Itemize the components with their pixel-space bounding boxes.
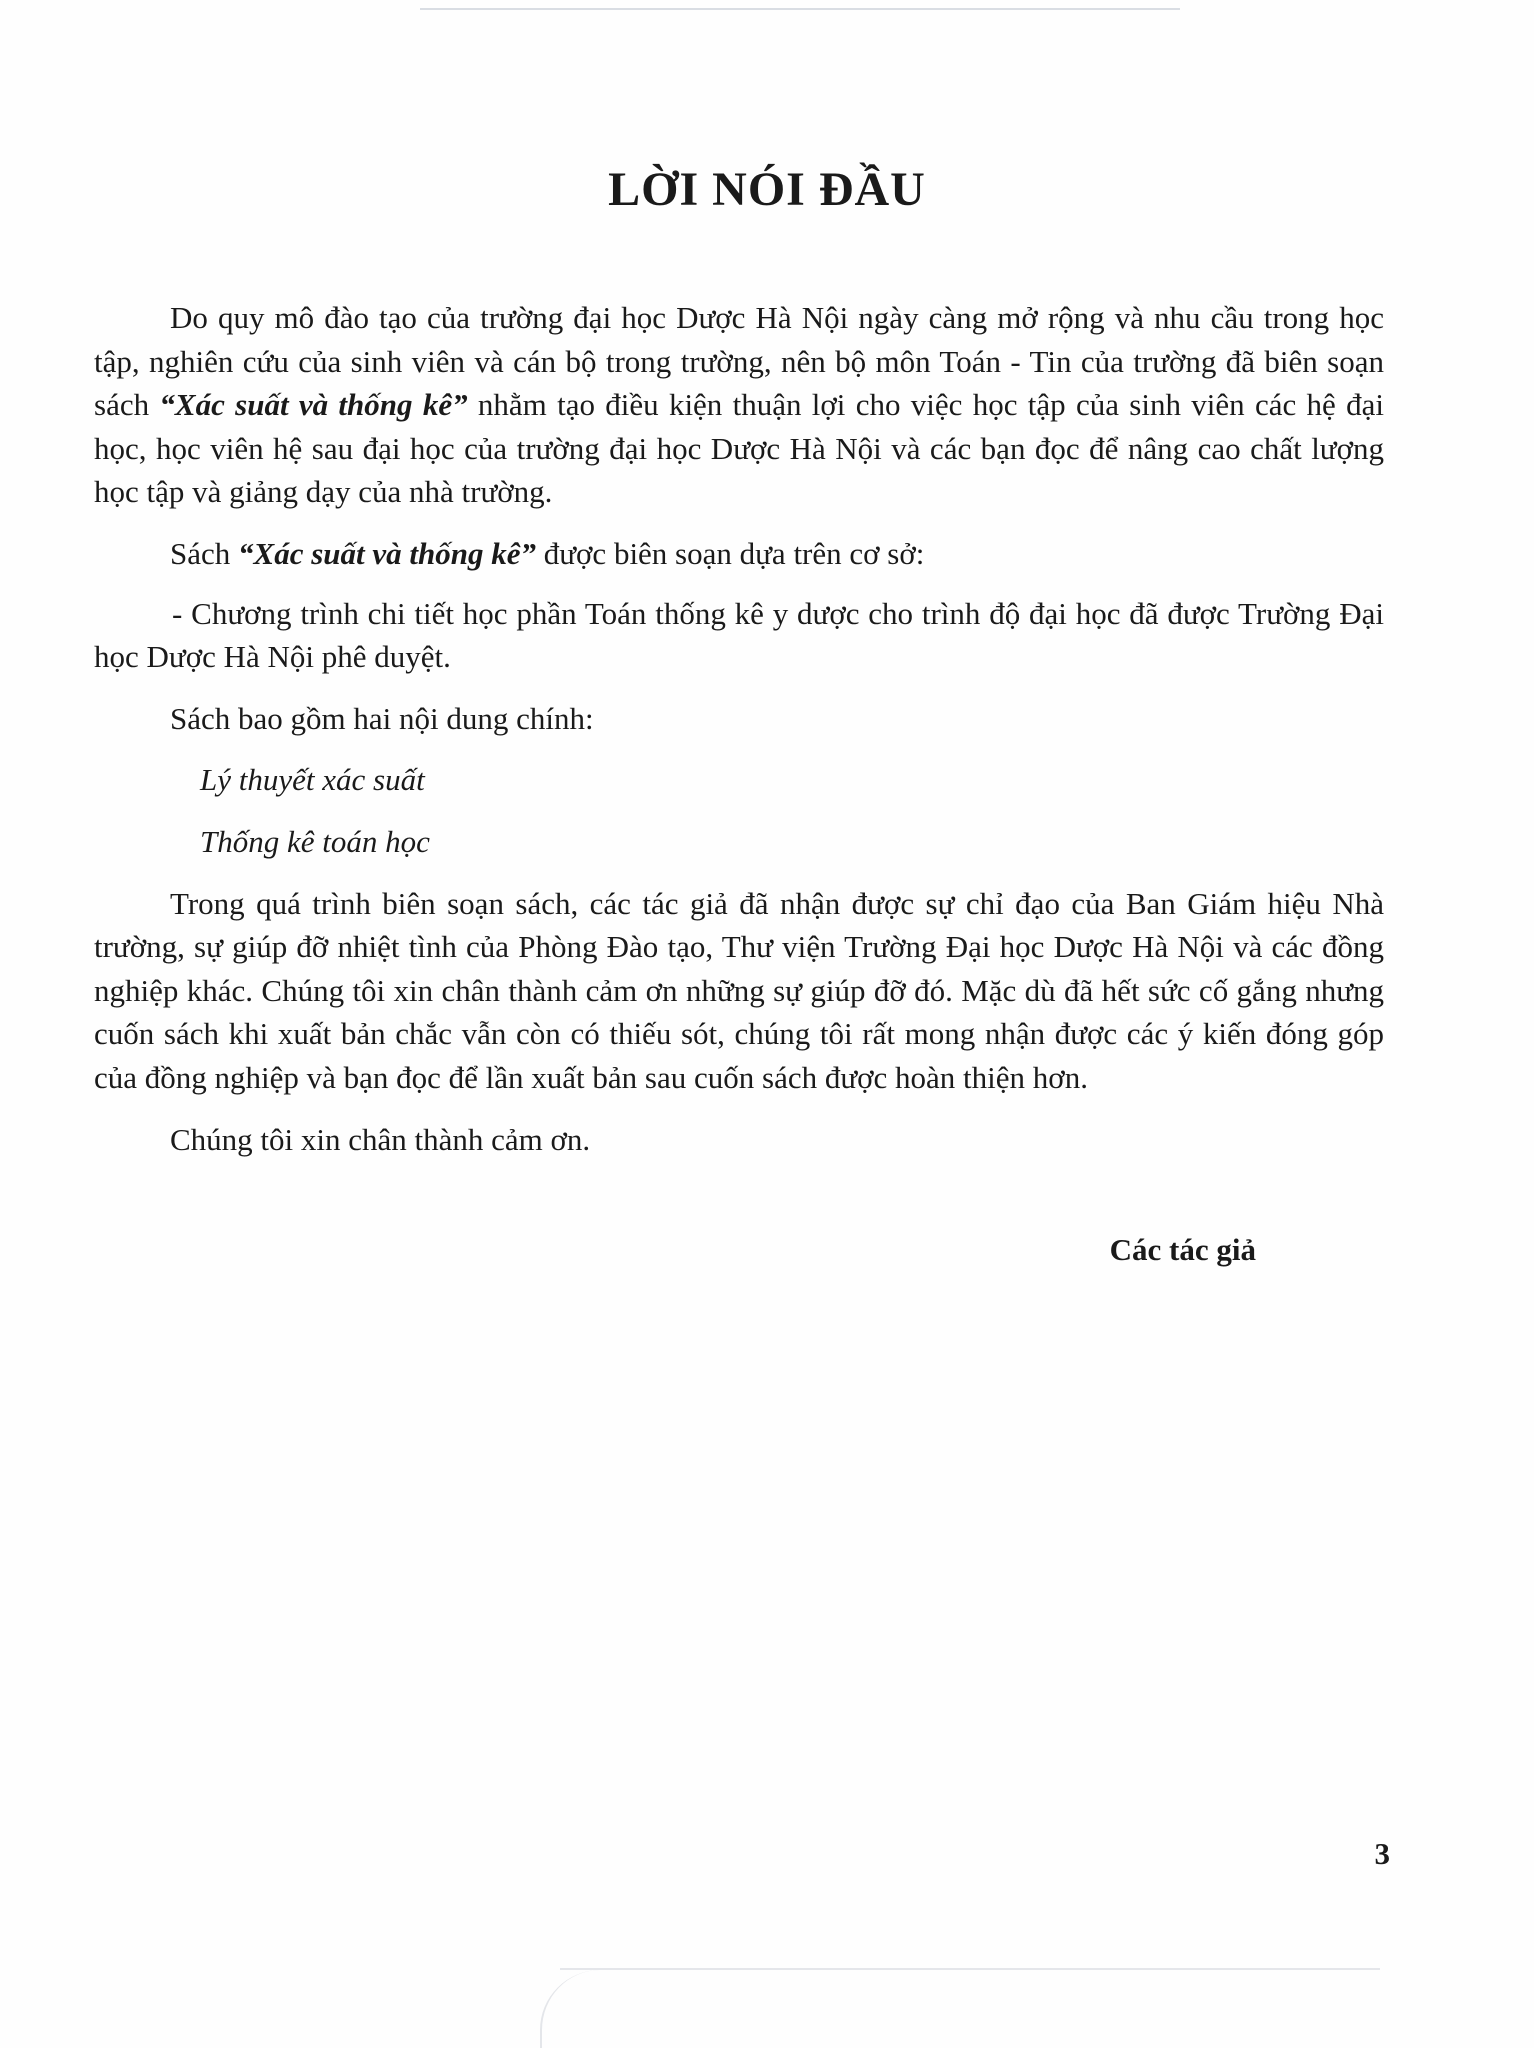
intro-text-start: Do quy mô đào tạo của trường đại học Dược Hà Nội ngày càng mở rộng và nhu cầu trong học tập, nghiên cứu của sinh viên và cán bộ trong trường, nên bộ môn Toán - Tin của trường đã biên soạn sách xyxy=(94,300,1384,423)
scan-edge-bottom xyxy=(560,1968,1380,1970)
page-title: LỜI NÓI ĐẦU xyxy=(608,163,926,216)
curriculum-item: - Chương trình chi tiết học phần Toán thống kê y dược cho trình độ đại học đã được Trường Đại học Dược Hà Nội phê duyệt. xyxy=(94,595,1384,675)
page-number: 3 xyxy=(1374,1836,1390,1871)
acknowledgement-paragraph: Trong quá trình biên soạn sách, các tác giả đã nhận được sự chỉ đạo của Ban Giám hiệu Nhà trường, sự giúp đỡ nhiệt tình của Phòng Đào tạo, Thư viện Trường Đại học Dược Hà Nội và các đồng nghiệp khác. Chúng tôi xin chân thành cảm ơn những sự giúp đỡ đó. Mặc dù đã hết sức cố gắng nhưng cuốn sách khi xuất bản chắc vẫn còn có thiếu sót, chúng tôi rất mong nhận được các ý kiến đóng góp của đồng nghiệp và bạn đọc để lần xuất bản sau cuốn sách được hoàn thiện hơn. xyxy=(94,885,1384,1095)
signature: Các tác giả xyxy=(1109,1232,1256,1267)
scan-curve xyxy=(540,1970,602,2048)
scan-edge-top xyxy=(420,8,1180,10)
basis-paragraph xyxy=(94,532,1384,576)
intro-text-end: nhằm tạo điều kiện thuận lợi cho việc học tập của sinh viên các hệ đại học, học viên hệ sau đại học của trường đại học Dược Hà Nội và các bạn đọc để nâng cao chất lượng học tập và giảng dạy của nhà trường. xyxy=(94,387,1384,510)
book-title: “Xác suất và thống kê” xyxy=(159,387,468,423)
thanks-paragraph: Chúng tôi xin chân thành cảm ơn. xyxy=(170,1121,591,1157)
basis-text-end: được biên soạn dựa trên cơ sở: xyxy=(535,535,925,571)
body-text xyxy=(94,296,1384,1179)
basis-text-start: Sách xyxy=(170,535,239,571)
content-item-probability: Lý thuyết xác suất xyxy=(200,762,425,798)
intro-paragraph xyxy=(94,296,1384,514)
book-title: “Xác suất và thống kê” xyxy=(238,535,536,571)
contents-intro: Sách bao gồm hai nội dung chính: xyxy=(170,700,594,736)
content-item-statistics: Thống kê toán học xyxy=(200,823,430,859)
